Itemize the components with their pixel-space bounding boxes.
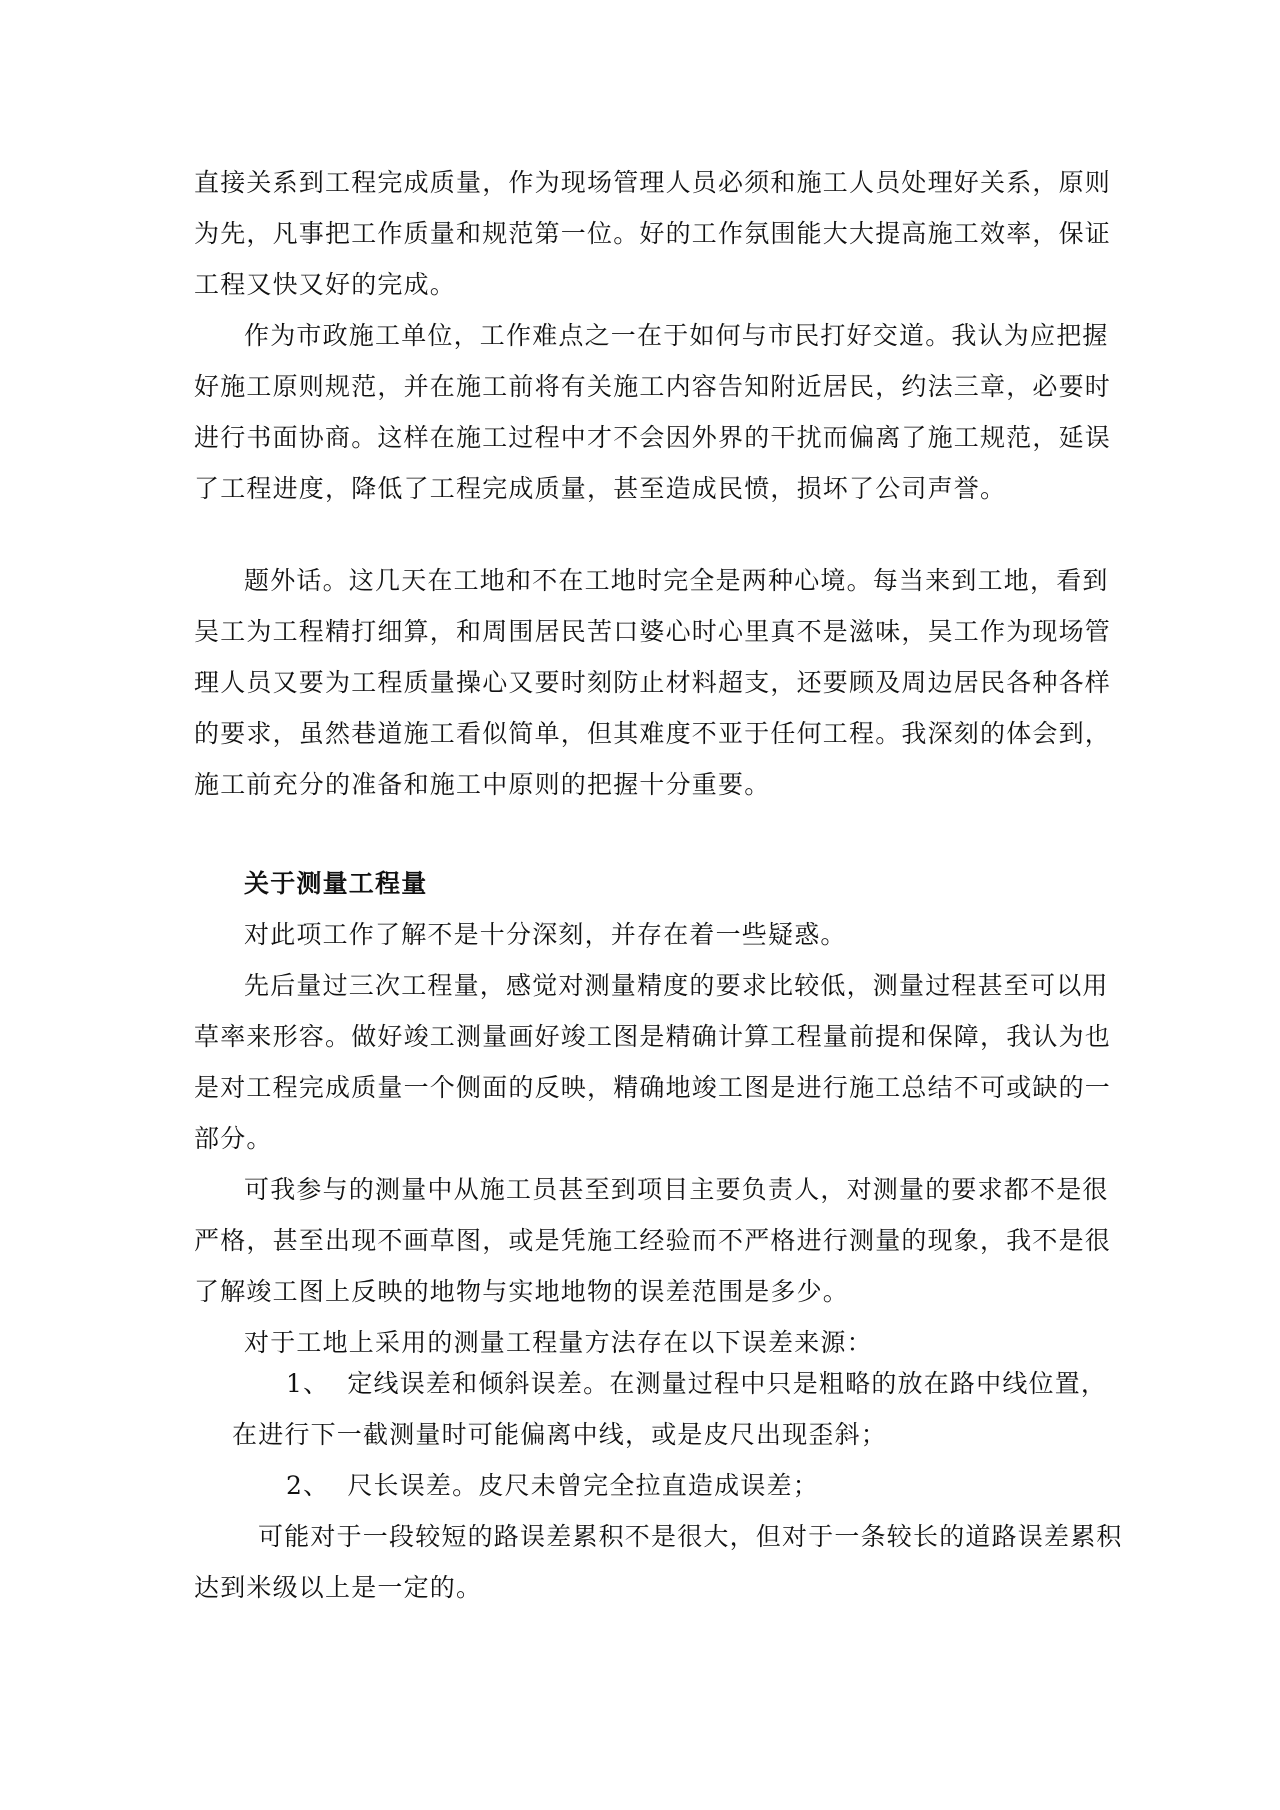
text-line: 对于工地上采用的测量工程量方法存在以下误差来源： bbox=[244, 1328, 873, 1357]
text-line: 草率来形容。做好竣工测量画好竣工图是精确计算工程量前提和保障，我认为也 bbox=[194, 1022, 1112, 1051]
section-heading-measurement: 关于测量工程量 bbox=[244, 869, 428, 898]
paragraph-accumulated-error bbox=[194, 1511, 1123, 1613]
section-digression bbox=[194, 555, 1112, 810]
section-conclusion bbox=[194, 1511, 1123, 1613]
paragraph-precision bbox=[194, 960, 1112, 1164]
text-line: 可我参与的测量中从施工员甚至到项目主要负责人，对测量的要求都不是很 bbox=[244, 1175, 1109, 1204]
text-line: 先后量过三次工程量，感觉对测量精度的要求比较低，测量过程甚至可以用 bbox=[244, 971, 1109, 1000]
text-line: 严格，甚至出现不画草图，或是凭施工经验而不严格进行测量的现象，我不是很 bbox=[194, 1226, 1112, 1255]
list-item-1-continued bbox=[232, 1409, 887, 1460]
text-line: 的要求，虽然巷道施工看似简单，但其难度不亚于任何工程。我深刻的体会到， bbox=[194, 719, 1112, 748]
text-line: 吴工为工程精打细算，和周围居民苦口婆心时心里真不是滋味，吴工作为现场管 bbox=[194, 617, 1112, 646]
list-text: 定线误差和倾斜误差。在测量过程中只是粗略的放在路中线位置， bbox=[347, 1369, 1108, 1398]
text-line: 是对工程完成质量一个侧面的反映，精确地竣工图是进行施工总结不可或缺的一 bbox=[194, 1073, 1112, 1102]
list-number: 1、 bbox=[286, 1369, 330, 1398]
list-text: 在进行下一截测量时可能偏离中线，或是皮尺出现歪斜； bbox=[232, 1420, 888, 1449]
text-line: 对此项工作了解不是十分深刻，并存在着一些疑惑。 bbox=[244, 920, 847, 949]
text-line: 部分。 bbox=[194, 1124, 273, 1153]
list-item-1 bbox=[286, 1358, 1107, 1409]
text-line: 理人员又要为工程质量操心又要时刻防止材料超支，还要顾及周边居民各种各样 bbox=[194, 668, 1112, 697]
list-item-2 bbox=[286, 1460, 819, 1511]
paragraph-intro bbox=[194, 909, 1094, 960]
text-line: 可能对于一段较短的路误差累积不是很大，但对于一条较长的道路误差累积 bbox=[258, 1522, 1123, 1551]
text-line: 达到米级以上是一定的。 bbox=[194, 1573, 483, 1602]
list-text: 尺长误差。皮尺未曾完全拉直造成误差； bbox=[347, 1471, 819, 1500]
text-line: 题外话。这几天在工地和不在工地时完全是两种心境。每当来到工地，看到 bbox=[244, 566, 1109, 595]
text-line: 好施工原则规范，并在施工前将有关施工内容告知附近居民，约法三章，必要时 bbox=[194, 372, 1112, 401]
paragraph-digression bbox=[194, 555, 1112, 810]
text-line: 直接关系到工程完成质量，作为现场管理人员必须和施工人员处理好关系，原则 bbox=[194, 168, 1112, 197]
text-line: 工程又快又好的完成。 bbox=[194, 270, 457, 299]
paragraph-strictness bbox=[194, 1164, 1112, 1317]
text-line: 施工前充分的准备和施工中原则的把握十分重要。 bbox=[194, 770, 771, 799]
list-number: 2、 bbox=[286, 1471, 330, 1500]
text-line: 了解竣工图上反映的地物与实地地物的误差范围是多少。 bbox=[194, 1277, 850, 1306]
text-line: 作为市政施工单位，工作难点之一在于如何与市民打好交道。我认为应把握 bbox=[244, 321, 1109, 350]
paragraph-citizen-relations bbox=[194, 310, 1112, 514]
text-line: 了工程进度，降低了工程完成质量，甚至造成民愤，损坏了公司声誉。 bbox=[194, 474, 1007, 503]
text-line: 进行书面协商。这样在施工过程中才不会因外界的干扰而偏离了施工规范，延误 bbox=[194, 423, 1112, 452]
section-work-relations bbox=[194, 157, 1112, 514]
paragraph-quality-relations bbox=[194, 157, 1112, 310]
text-line: 为先，凡事把工作质量和规范第一位。好的工作氛围能大大提高施工效率，保证 bbox=[194, 219, 1112, 248]
section-measurement bbox=[194, 858, 1112, 1368]
